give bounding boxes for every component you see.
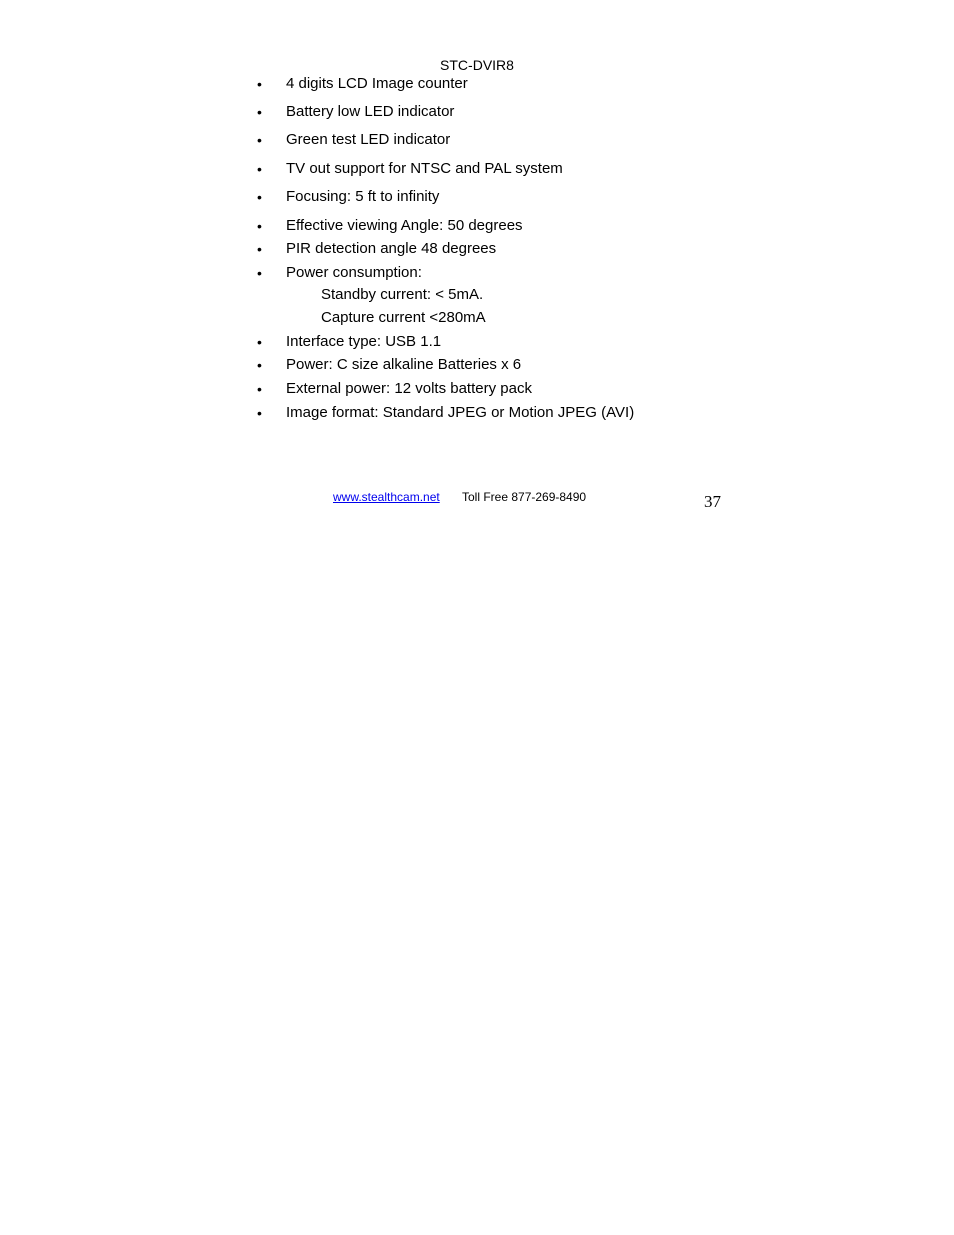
bullet-icon: • <box>257 334 262 350</box>
spec-battery-led: Battery low LED indicator <box>286 103 455 120</box>
page-number: 37 <box>704 492 721 511</box>
spec-external-power: External power: 12 volts battery pack <box>286 380 532 397</box>
spec-interface: Interface type: USB 1.1 <box>286 333 442 350</box>
bullet-icon: • <box>257 161 262 177</box>
spec-focusing: Focusing: 5 ft to infinity <box>286 188 440 205</box>
spec-test-led: Green test LED indicator <box>286 131 451 148</box>
bullet-icon: • <box>257 405 262 421</box>
website-link[interactable]: www.stealthcam.net <box>333 490 440 504</box>
spec-lcd-counter: 4 digits LCD Image counter <box>286 75 468 92</box>
bullet-icon: • <box>257 76 262 92</box>
spec-pir-angle: PIR detection angle 48 degrees <box>286 240 497 257</box>
bullet-icon: • <box>257 265 262 281</box>
bullet-icon: • <box>257 218 262 234</box>
bullet-icon: • <box>257 132 262 148</box>
bullet-icon: • <box>257 357 262 373</box>
spec-tv-out: TV out support for NTSC and PAL system <box>286 160 563 177</box>
spec-standby-current: Standby current: < 5mA. <box>321 286 484 303</box>
bullet-icon: • <box>257 104 262 120</box>
bullet-icon: • <box>257 241 262 257</box>
page-header-model: STC-DVIR8 <box>440 57 514 73</box>
toll-free-phone: Toll Free 877-269-8490 <box>462 490 587 504</box>
spec-image-format: Image format: Standard JPEG or Motion JPEG (AVI) <box>286 404 635 421</box>
spec-power: Power: C size alkaline Batteries x 6 <box>286 356 522 373</box>
spec-viewing-angle: Effective viewing Angle: 50 degrees <box>286 217 523 234</box>
spec-power-consumption: Power consumption: <box>286 264 422 281</box>
spec-capture-current: Capture current <280mA <box>321 309 486 326</box>
bullet-icon: • <box>257 381 262 397</box>
bullet-icon: • <box>257 189 262 205</box>
